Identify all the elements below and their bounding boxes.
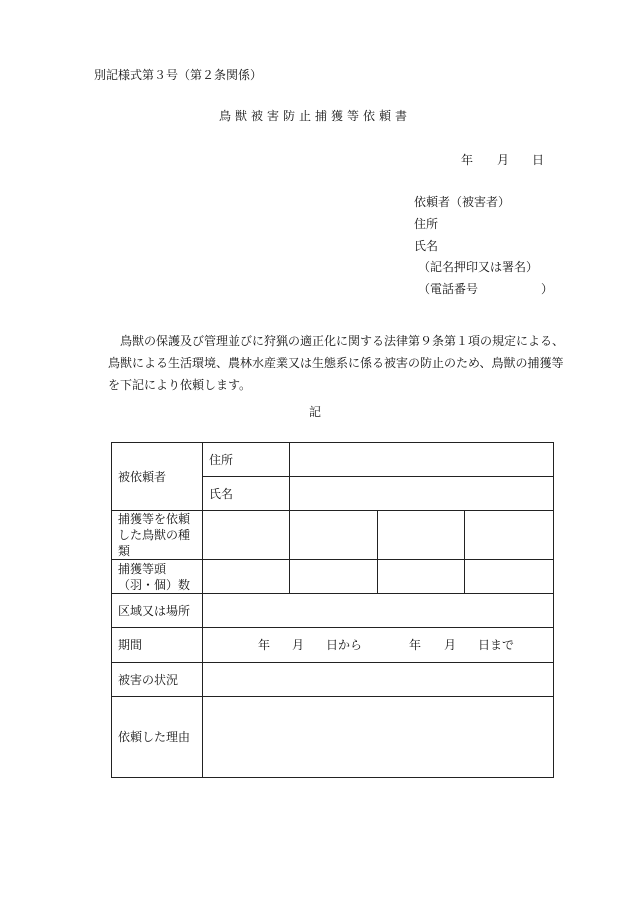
period-from-day: 日から [326,638,363,652]
requester-phone-label: （電話番号 [418,282,479,296]
requestee-address-field[interactable] [290,443,554,477]
reason-field[interactable] [203,697,554,778]
damage-row [112,663,554,697]
period-from-year: 年 [258,638,271,652]
date-year-label: 年 [461,153,474,167]
note-heading: 記 [308,405,321,419]
count-field-4[interactable] [465,560,554,594]
period-to-month: 月 [444,638,457,652]
date-day-label: 日 [532,153,545,167]
request-paragraph: 鳥獣の保護及び管理並びに狩猟の適正化に関する法律第９条第１項の規定による、鳥獣による生活環境、農林水産業又は生態系に係る被害の防止のため、鳥獣の捕獲等を下記により依頼します。 [108,334,565,392]
period-to-day: 日まで [478,638,515,652]
requester-seal-note: （記名押印又は署名） [418,260,539,274]
requester-label: 依頼者（被害者） [414,195,511,209]
requester-phone-close: ） [541,282,554,296]
period-row [112,628,554,663]
species-row [112,511,554,560]
requester-name-label: 氏名 [414,239,439,253]
period-from-month: 月 [292,638,305,652]
species-field-3[interactable] [378,511,465,560]
document-title: 鳥獣被害防止捕獲等依頼書 [218,109,411,123]
requestee-name-label: 氏名 [203,477,290,511]
form-number: 別記様式第３号（第２条関係） [94,68,263,82]
species-field-1[interactable] [203,511,290,560]
count-label: 捕獲等頭（羽・個）数 [112,560,203,594]
requestee-address-label: 住所 [203,443,290,477]
requester-address-label: 住所 [414,217,439,231]
damage-label: 被害の状況 [112,663,203,697]
count-row [112,560,554,594]
requestee-address-row [112,443,554,477]
species-field-4[interactable] [465,511,554,560]
damage-field[interactable] [203,663,554,697]
period-field[interactable] [203,628,554,663]
requestee-name-field[interactable] [290,477,554,511]
species-field-2[interactable] [290,511,378,560]
request-table [111,442,554,778]
species-label: 捕獲等を依頼した鳥獣の種類 [112,511,203,560]
reason-row [112,697,554,778]
count-field-1[interactable] [203,560,290,594]
requestee-label: 被依頼者 [112,443,203,511]
area-row [112,594,554,628]
count-field-2[interactable] [290,560,378,594]
period-to-year: 年 [409,638,422,652]
reason-label: 依頼した理由 [112,697,203,778]
date-month-label: 月 [497,153,510,167]
count-field-3[interactable] [378,560,465,594]
area-label: 区域又は場所 [112,594,203,628]
area-field[interactable] [203,594,554,628]
period-label: 期間 [112,628,203,663]
